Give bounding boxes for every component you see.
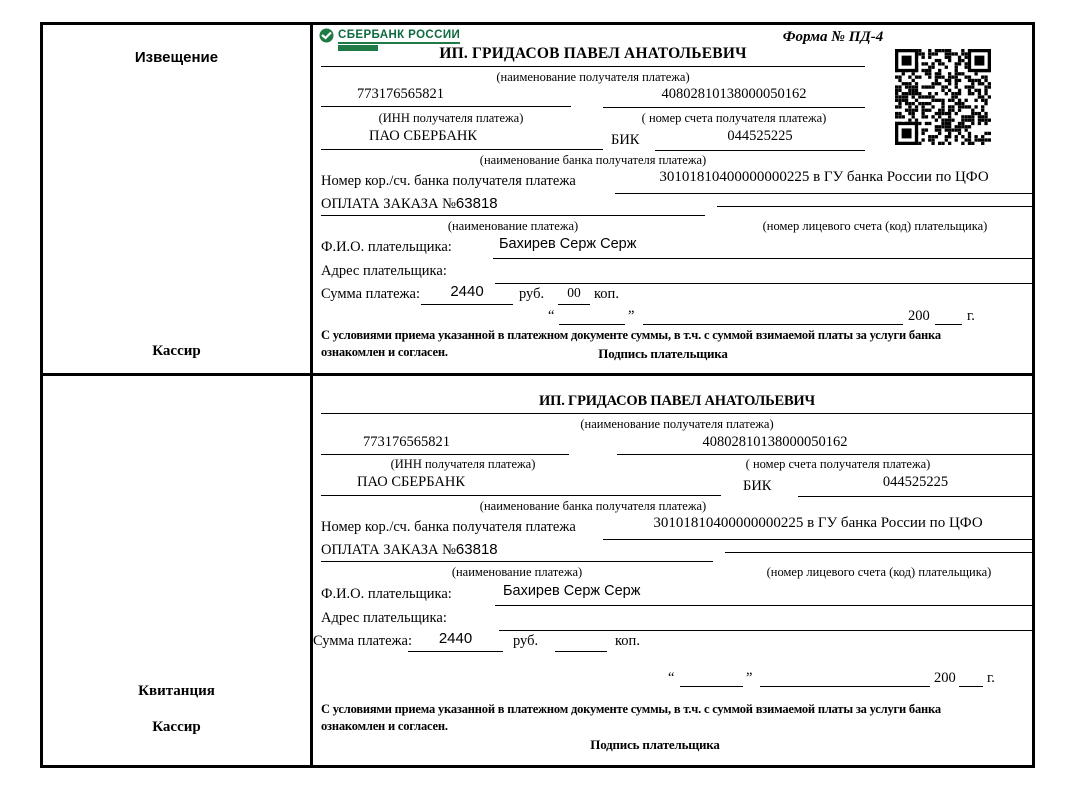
account-value: 40802810138000050162 — [603, 86, 865, 108]
inn-label: (ИНН получателя платежа) — [378, 111, 524, 125]
corr-account-value: 30101810400000000225 в ГУ банка России по ЦФО — [615, 169, 1033, 194]
agreement-text-line1-2: С условиями приема указанной в платежном документе суммы, в т.ч. с суммой взимаемой платы за услуги банка — [321, 702, 941, 716]
payer-address-field — [495, 260, 1033, 284]
kop-value: 00 — [558, 285, 590, 305]
payment-name-label: (наименование платежа) — [447, 219, 579, 233]
bank-name-value-2: ПАО СБЕРБАНК — [321, 474, 721, 496]
payer-account-label-2: (номер лицевого счета (код) плательщика) — [766, 565, 992, 579]
payer-fio-value: Бахирев Серж Серж — [493, 236, 1033, 259]
order-number-2: 63818 — [455, 541, 498, 558]
payer-address-field-2 — [499, 607, 1033, 631]
qr-code — [895, 49, 991, 145]
bank-logo-text: СБЕРБАНК РОССИИ — [338, 28, 460, 44]
date-month-field — [643, 308, 903, 325]
payer-account-label: (номер лицевого счета (код) плательщика) — [762, 219, 988, 233]
year-suffix-label-2: г. — [987, 670, 995, 686]
date-quote-close-2: ” — [746, 670, 753, 686]
account-label-2: ( номер счета получателя платежа) — [745, 457, 931, 471]
horizontal-divider — [43, 373, 1032, 376]
recipient-name: ИП. ГРИДАСОВ ПАВЕЛ АНАТОЛЬЕВИЧ — [321, 45, 865, 67]
rub-label-2: руб. — [513, 633, 539, 649]
agreement-text-line2: ознакомлен и согласен. — [321, 345, 448, 359]
year-label: 200 — [908, 308, 930, 324]
agreement-text-line1: С условиями приема указанной в платежном документе суммы, в т.ч. с суммой взимаемой платы за услуги банка — [321, 328, 941, 342]
payer-fio-value-2: Бахирев Серж Серж — [495, 583, 1033, 606]
receipt-label: Квитанция — [138, 683, 215, 699]
bik-label: БИК — [611, 132, 640, 148]
payment-name-label-2: (наименование платежа) — [451, 565, 583, 579]
inn-label-2: (ИНН получателя платежа) — [390, 457, 536, 471]
year-field — [935, 308, 962, 325]
date-day-field-2 — [680, 670, 743, 687]
account-label: ( номер счета получателя платежа) — [641, 111, 827, 125]
date-month-field-2 — [760, 670, 930, 687]
form-number-label: Форма № ПД-4 — [782, 29, 884, 45]
payment-name-field-2 — [321, 541, 713, 562]
kop-label: коп. — [594, 286, 619, 302]
payer-fio-label-2: Ф.И.О. плательщика: — [321, 586, 452, 602]
corr-account-label-2: Номер кор./сч. банка получателя платежа — [321, 519, 576, 535]
date-quote-close: ” — [628, 308, 635, 324]
date-day-field — [559, 308, 625, 325]
bik-value-2: 044525225 — [798, 474, 1033, 497]
corr-account-label: Номер кор./сч. банка получателя платежа — [321, 173, 576, 189]
vertical-divider — [310, 25, 313, 765]
corr-account-value-2: 30101810400000000225 в ГУ банка России по ЦФО — [603, 515, 1033, 540]
recipient-name-label: (наименование получателя платежа) — [496, 70, 690, 84]
bank-name-label: (наименование банка получателя платежа) — [479, 153, 707, 167]
inn-value: 773176565821 — [321, 86, 571, 107]
payment-sum-label: Сумма платежа: — [321, 286, 420, 302]
sum-value: 2440 — [421, 283, 513, 305]
inn-value-2: 773176565821 — [321, 434, 569, 455]
kop-label-2: коп. — [615, 633, 640, 649]
order-number: 63818 — [455, 195, 498, 212]
date-quote-open: “ — [548, 308, 555, 324]
bik-value: 044525225 — [655, 128, 865, 151]
sum-value-2: 2440 — [408, 630, 503, 652]
payer-address-label: Адрес плательщика: — [321, 263, 447, 279]
payment-sum-label-2: Сумма платежа: — [313, 633, 412, 649]
recipient-name-label-2: (наименование получателя платежа) — [580, 417, 774, 431]
payment-form-pd4 — [40, 22, 1035, 768]
bank-name-label-2: (наименование банка получателя платежа) — [479, 499, 707, 513]
year-field-2 — [959, 670, 983, 687]
payer-account-field — [717, 191, 1033, 207]
payer-address-label-2: Адрес плательщика: — [321, 610, 447, 626]
payer-fio-label: Ф.И.О. плательщика: — [321, 239, 452, 255]
payment-name-value-2: ОПЛАТА ЗАКАЗА № — [321, 542, 456, 558]
cashier-label: Кассир — [152, 343, 201, 359]
year-suffix-label: г. — [967, 308, 975, 324]
notice-label: Извещение — [134, 49, 219, 66]
payment-name-value: ОПЛАТА ЗАКАЗА № — [321, 196, 456, 212]
date-quote-open-2: “ — [668, 670, 675, 686]
kop-field-2 — [555, 632, 607, 652]
bank-name-value: ПАО СБЕРБАНК — [321, 128, 603, 150]
signature-label-2: Подпись плательщика — [590, 737, 720, 752]
cashier-label-2: Кассир — [152, 719, 201, 735]
rub-label: руб. — [519, 286, 545, 302]
agreement-text-line2-2: ознакомлен и согласен. — [321, 719, 448, 733]
payer-account-field-2 — [725, 537, 1033, 553]
payment-name-field — [321, 195, 705, 216]
signature-label: Подпись плательщика — [598, 346, 728, 361]
bik-label-2: БИК — [743, 478, 772, 494]
year-label-2: 200 — [934, 670, 956, 686]
account-value-2: 40802810138000050162 — [617, 434, 1033, 455]
recipient-name-2: ИП. ГРИДАСОВ ПАВЕЛ АНАТОЛЬЕВИЧ — [321, 393, 1033, 414]
